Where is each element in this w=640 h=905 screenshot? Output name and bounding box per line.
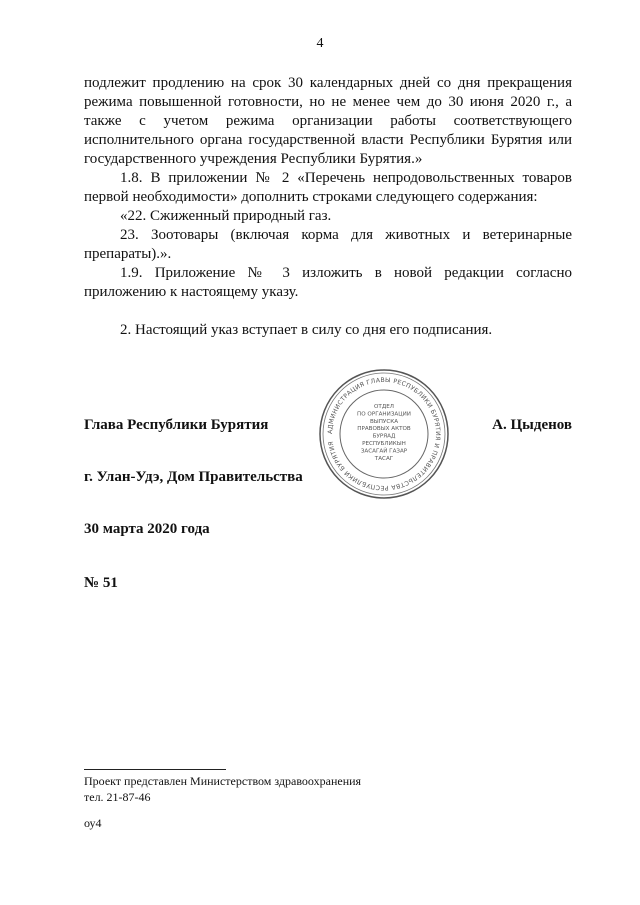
- footnote-line-ministry: Проект представлен Министерством здравоохранения: [84, 774, 362, 788]
- seal-center-line: БУРЯАД: [372, 433, 396, 440]
- official-seal-stamp: [318, 368, 450, 500]
- seal-center-line: ВЫПУСКА: [369, 418, 399, 425]
- paragraph-item-2: 2. Настоящий указ вступает в силу со дня его подписания.: [120, 322, 493, 338]
- paragraph-item-1-8: 1.8. В приложении № 2 «Перечень непродовольственных товаров первой необходимости» дополнить строками следующего содержания:: [84, 170, 572, 205]
- footnote-line-phone: тел. 21-87-46: [84, 790, 151, 804]
- document-body: [84, 74, 572, 340]
- signing-place: г. Улан-Удэ, Дом Правительства: [84, 469, 303, 485]
- seal-center-line: ЗАСАГАЙ ГАЗАР: [360, 448, 408, 455]
- signatory-name: А. Цыденов: [492, 417, 572, 433]
- document-code: оу4: [84, 816, 102, 830]
- seal-ring-text: АДМИНИСТРАЦИЯ ГЛАВЫ РЕСПУБЛИКИ БУРЯТИЯ И ПРАВИТЕЛЬСТВА РЕСПУБЛИКИ БУРЯТИЯ: [326, 376, 442, 492]
- paragraph-item-23: 23. Зоотовары (включая корма для животных и ветеринарные препараты).».: [84, 227, 572, 262]
- seal-center-line: ТАСАГ: [374, 455, 394, 462]
- paragraph-continuation: подлежит продлению на срок 30 календарных дней со дня прекращения режима повышенной готовности, но не менее чем до 30 июня 2020 г., а также с учетом режима организации работы соответствующего исполнительного органа государственной власти Республики Бурятия или государственного учреждения Республики Бурятия.»: [84, 75, 572, 167]
- page-number: 4: [316, 36, 324, 51]
- seal-center-line: ОТДЕЛ: [374, 404, 394, 410]
- signatory-title: Глава Республики Бурятия: [84, 417, 269, 433]
- paragraph-item-22: «22. Сжиженный природный газ.: [120, 208, 332, 224]
- signing-date: 30 марта 2020 года: [84, 521, 210, 537]
- seal-center-line: РЕСПУБЛИКЫН: [362, 441, 406, 447]
- footnote: [84, 773, 361, 805]
- seal-center-line: ПРАВОВЫХ АКТОВ: [357, 426, 411, 433]
- footnote-divider: [84, 769, 226, 770]
- decree-number: № 51: [84, 575, 118, 591]
- seal-center-line: ПО ОРГАНИЗАЦИИ: [357, 411, 411, 418]
- paragraph-item-1-9: 1.9. Приложение № 3 изложить в новой редакции согласно приложению к настоящему указу.: [84, 265, 572, 300]
